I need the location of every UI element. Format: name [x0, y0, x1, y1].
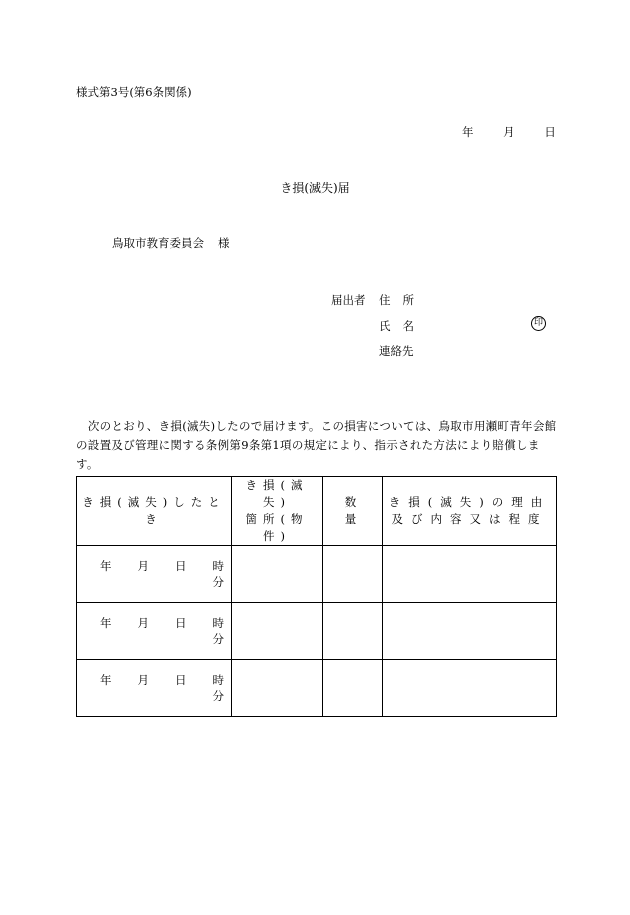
submitter-label: 届出者: [331, 293, 366, 307]
reason-cell[interactable]: [383, 546, 557, 603]
header-when: き損(滅失)したとき: [77, 477, 232, 546]
body-text-content: 次のとおり、き損(滅失)したので届けます。この損害については、鳥取市用瀬町青年会館の設置及び管理に関する条例第9条第1項の規定により、指示された方法により賠償します。: [76, 419, 557, 471]
table-row: [77, 603, 557, 660]
header-location-line1: き損(滅失): [245, 478, 309, 509]
header-quantity: 数量: [323, 477, 383, 546]
date-month-label: 月: [503, 125, 515, 139]
table-header-row: [77, 477, 557, 546]
location-cell[interactable]: [232, 546, 323, 603]
seal-icon: 印: [531, 316, 546, 331]
addressee-honorific: 様: [218, 236, 230, 250]
time-cell[interactable]: 年 月 日 時 分: [77, 603, 232, 660]
table-row: [77, 546, 557, 603]
header-reason-line1: き損(滅失)の理由: [388, 495, 551, 509]
location-cell[interactable]: [232, 660, 323, 717]
reason-cell[interactable]: [383, 603, 557, 660]
quantity-cell[interactable]: [323, 603, 383, 660]
address-label: 住所: [379, 293, 426, 307]
header-reason: [383, 477, 557, 546]
reason-cell[interactable]: [383, 660, 557, 717]
date-line: [462, 124, 556, 140]
document-title: き損(滅失)届: [280, 181, 350, 195]
addressee: [112, 235, 230, 251]
body-text: [76, 417, 558, 474]
header-reason-line2: 及び内容又は程度: [391, 512, 548, 526]
header-location-line2: 箇所(物件): [245, 512, 309, 543]
time-cell[interactable]: 年 月 日 時 分: [77, 546, 232, 603]
quantity-cell[interactable]: [323, 546, 383, 603]
time-cell[interactable]: 年 月 日 時 分: [77, 660, 232, 717]
quantity-cell[interactable]: [323, 660, 383, 717]
date-day-label: 日: [544, 125, 556, 139]
damage-table: [76, 476, 557, 717]
name-label: 氏名: [379, 319, 426, 333]
form-number: 様式第3号(第6条関係): [76, 85, 192, 99]
header-location: [232, 477, 323, 546]
contact-label: 連絡先: [379, 344, 414, 358]
table-row: [77, 660, 557, 717]
location-cell[interactable]: [232, 603, 323, 660]
addressee-name: 鳥取市教育委員会: [112, 236, 204, 250]
date-year-label: 年: [462, 125, 474, 139]
